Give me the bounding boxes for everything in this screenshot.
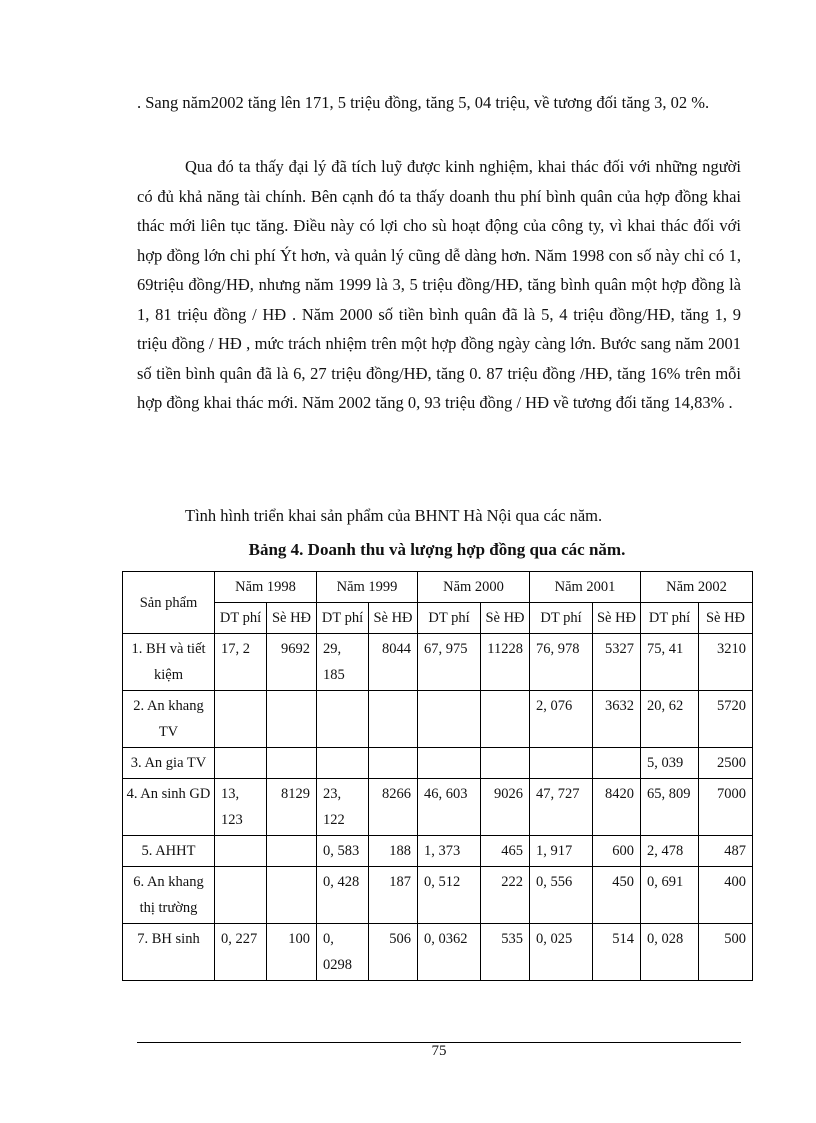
table-row — [123, 836, 753, 867]
sub-header: DT phí — [530, 603, 593, 634]
premium-cell: 5, 039 — [641, 748, 699, 779]
product-cell: 6. An khang thị trường — [123, 867, 215, 924]
product-cell: 4. An sinh GD — [123, 779, 215, 836]
contracts-cell — [593, 748, 641, 779]
sub-header-row — [123, 603, 753, 634]
contracts-cell: 188 — [369, 836, 418, 867]
year-header: Năm 2000 — [418, 572, 530, 603]
contracts-cell — [267, 748, 317, 779]
premium-cell: 23, 122 — [317, 779, 369, 836]
premium-cell — [215, 867, 267, 924]
table-intro-line: Tình hình triển khai sản phẩm của BHNT Hà Nội qua các năm. — [185, 506, 603, 525]
premium-cell: 47, 727 — [530, 779, 593, 836]
year-header: Năm 1998 — [215, 572, 317, 603]
contracts-cell: 8044 — [369, 634, 418, 691]
contracts-cell: 8266 — [369, 779, 418, 836]
product-cell: 3. An gia TV — [123, 748, 215, 779]
page-number: 75 — [431, 1043, 447, 1059]
contracts-cell: 5720 — [699, 691, 753, 748]
contracts-cell: 514 — [593, 924, 641, 981]
contracts-cell — [267, 691, 317, 748]
year-header: Năm 2001 — [530, 572, 641, 603]
year-header: Năm 2002 — [641, 572, 753, 603]
contracts-cell: 5327 — [593, 634, 641, 691]
premium-cell: 20, 62 — [641, 691, 699, 748]
table-row — [123, 691, 753, 748]
product-cell: 2. An khang TV — [123, 691, 215, 748]
contracts-cell: 3632 — [593, 691, 641, 748]
contracts-cell: 600 — [593, 836, 641, 867]
contracts-cell — [481, 691, 530, 748]
sub-header: DT phí — [641, 603, 699, 634]
premium-cell — [215, 836, 267, 867]
contracts-cell — [267, 867, 317, 924]
premium-cell: 0, 0298 — [317, 924, 369, 981]
contracts-cell: 8129 — [267, 779, 317, 836]
premium-cell: 17, 2 — [215, 634, 267, 691]
table-row — [123, 924, 753, 981]
paragraph-continuation: . Sang năm2002 tăng lên 171, 5 triệu đồng, tăng 5, 04 triệu, về tương đối tăng 3, 02 %. — [137, 93, 710, 112]
contracts-cell: 535 — [481, 924, 530, 981]
premium-cell — [215, 691, 267, 748]
premium-cell: 65, 809 — [641, 779, 699, 836]
premium-cell: 0, 028 — [641, 924, 699, 981]
table-row — [123, 634, 753, 691]
sub-header: DT phí — [317, 603, 369, 634]
table-row — [123, 748, 753, 779]
sub-header: DT phí — [215, 603, 267, 634]
contracts-cell: 450 — [593, 867, 641, 924]
contracts-cell: 9026 — [481, 779, 530, 836]
sub-header: Sè HĐ — [593, 603, 641, 634]
sub-header: Sè HĐ — [699, 603, 753, 634]
premium-cell: 1, 917 — [530, 836, 593, 867]
year-header: Năm 1999 — [317, 572, 418, 603]
contracts-cell: 11228 — [481, 634, 530, 691]
premium-cell: 75, 41 — [641, 634, 699, 691]
contracts-cell: 500 — [699, 924, 753, 981]
premium-cell: 0, 025 — [530, 924, 593, 981]
sub-header: Sè HĐ — [369, 603, 418, 634]
premium-cell: 2, 478 — [641, 836, 699, 867]
product-cell: 1. BH và tiết kiệm — [123, 634, 215, 691]
premium-cell: 13, 123 — [215, 779, 267, 836]
contracts-cell — [369, 748, 418, 779]
sub-header: Sè HĐ — [267, 603, 317, 634]
premium-cell — [418, 691, 481, 748]
premium-cell: 0, 691 — [641, 867, 699, 924]
contracts-cell: 465 — [481, 836, 530, 867]
sub-header: DT phí — [418, 603, 481, 634]
premium-cell — [215, 748, 267, 779]
premium-cell: 2, 076 — [530, 691, 593, 748]
contracts-cell: 400 — [699, 867, 753, 924]
contracts-cell: 8420 — [593, 779, 641, 836]
table-row — [123, 779, 753, 836]
premium-cell: 76, 978 — [530, 634, 593, 691]
paragraph-main: Qua đó ta thấy đại lý đã tích luỹ được kinh nghiệm, khai thác đối với những người có đủ khả năng tài chính. Bên cạnh đó ta thấy doanh thu phí bình quân của hợp đồng khai thác mới liên tục tăng. Điều này có lợi cho sù hoạt động của công ty, vì khai thác đối với hợp đồng lớn chi phí Ýt hơn, và quản lý cũng dễ dàng hơn. Năm 1998 con số này chỉ có 1, 69triệu đồng/HĐ, nhưng năm 1999 là 3, 5 triệu đồng/HĐ, tăng bình quân một hợp đồng là 1, 81 triệu đồng / HĐ . Năm 2000 số tiền bình quân đã là 5, 4 triệu đồng/HĐ, tăng 1, 9 triệu đồng / HĐ , mức trách nhiệm trên một hợp đồng ngày càng lớn. Bước sang năm 2001 số tiền bình quân đã là 6, 27 triệu đồng/HĐ, tăng 0. 87 triệu đồng /HĐ, tăng 16% trên mỗi hợp đồng khai thác mới. Năm 2002 tăng 0, 93 triệu đồng / HĐ về tương đối tăng 14,83% . — [137, 157, 741, 412]
year-header-row — [123, 572, 753, 603]
premium-cell: 0, 0362 — [418, 924, 481, 981]
premium-cell — [530, 748, 593, 779]
product-cell: 7. BH sinh — [123, 924, 215, 981]
table-title: Bảng 4. Doanh thu và lượng hợp đồng qua các năm. — [248, 540, 626, 559]
premium-cell: 0, 227 — [215, 924, 267, 981]
contracts-cell: 7000 — [699, 779, 753, 836]
contracts-cell — [481, 748, 530, 779]
contracts-cell: 506 — [369, 924, 418, 981]
product-header: Sản phẩm — [123, 572, 215, 634]
contracts-cell: 222 — [481, 867, 530, 924]
premium-cell: 0, 583 — [317, 836, 369, 867]
premium-cell: 46, 603 — [418, 779, 481, 836]
premium-cell — [317, 748, 369, 779]
premium-cell: 1, 373 — [418, 836, 481, 867]
contracts-cell: 187 — [369, 867, 418, 924]
contracts-cell: 9692 — [267, 634, 317, 691]
contracts-cell: 3210 — [699, 634, 753, 691]
premium-cell: 67, 975 — [418, 634, 481, 691]
premium-cell: 0, 512 — [418, 867, 481, 924]
contracts-cell: 100 — [267, 924, 317, 981]
contracts-cell — [369, 691, 418, 748]
premium-cell: 0, 556 — [530, 867, 593, 924]
premium-cell — [317, 691, 369, 748]
table-row — [123, 867, 753, 924]
contracts-cell: 487 — [699, 836, 753, 867]
premium-cell: 29, 185 — [317, 634, 369, 691]
revenue-table — [122, 571, 753, 981]
contracts-cell: 2500 — [699, 748, 753, 779]
premium-cell — [418, 748, 481, 779]
contracts-cell — [267, 836, 317, 867]
product-cell: 5. AHHT — [123, 836, 215, 867]
sub-header: Sè HĐ — [481, 603, 530, 634]
premium-cell: 0, 428 — [317, 867, 369, 924]
